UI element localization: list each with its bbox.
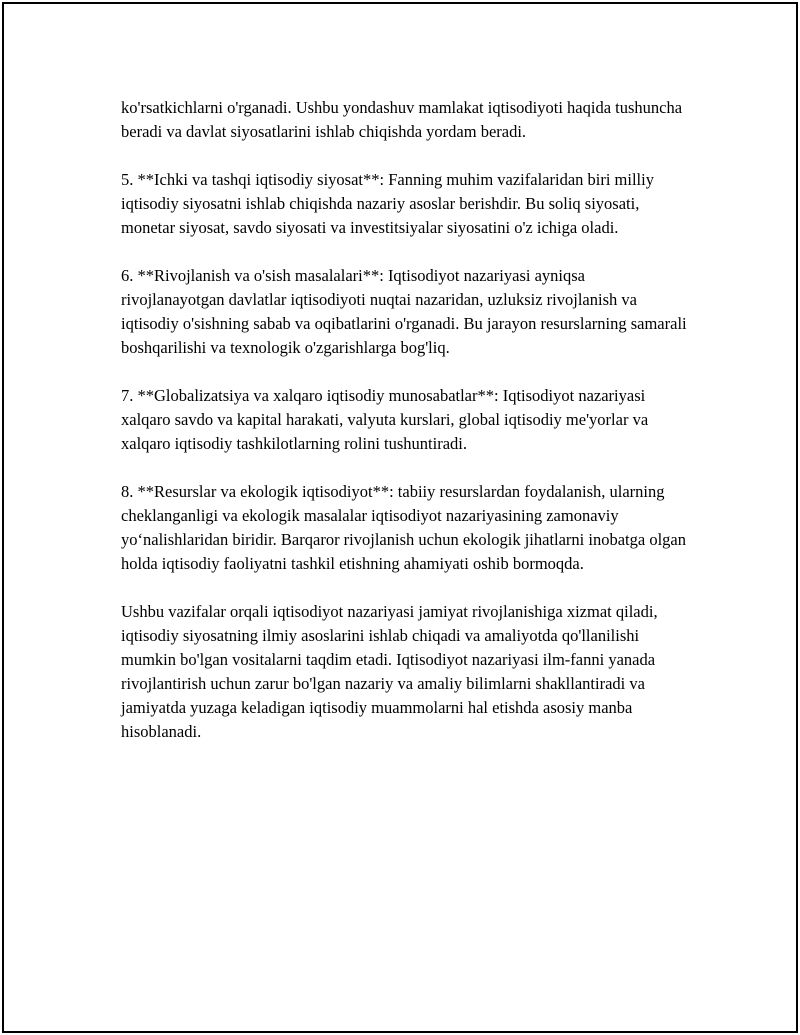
paragraph-intro-continuation: ko'rsatkichlarni o'rganadi. Ushbu yondashuv mamlakat iqtisodiyoti haqida tushuncha beradi va davlat siyosatlarini ishlab chiqishda yordam beradi. bbox=[121, 98, 683, 141]
paragraph-item-5: 5. **Ichki va tashqi iqtisodiy siyosat**: Fanning muhim vazifalaridan biri milliy iqtisodiy siyosatni ishlab chiqishda nazariy asoslar berishdir. Bu soliq siyosati, monetar siyosat, savdo siyosati va investitsiyalar siyosatini o'z ichiga oladi. bbox=[121, 170, 654, 237]
document-body bbox=[121, 96, 691, 768]
paragraph-item-7: 7. **Globalizatsiya va xalqaro iqtisodiy munosabatlar**: Iqtisodiyot nazariyasi xalqaro savdo va kapital harakati, valyuta kurslari, global iqtisodiy me'yorlar va xalqaro iqtisodiy tashkilotlarning rolini tushuntiradi. bbox=[121, 386, 649, 453]
page-frame bbox=[2, 2, 798, 1033]
paragraph-conclusion: Ushbu vazifalar orqali iqtisodiyot nazariyasi jamiyat rivojlanishiga xizmat qiladi, iqtisodiy siyosatning ilmiy asoslarini ishlab chiqadi va amaliyotda qo'llanilishi mumkin bo'lgan vositalarni taqdim etadi. Iqtisodiyot nazariyasi ilm-fanni yanada rivojlantirish uchun zarur bo'lgan nazariy va amaliy bilimlarni shakllantiradi va jamiyatda yuzaga keladigan iqtisodiy muammolarni hal etishda asosiy manba hisoblanadi. bbox=[121, 602, 658, 741]
paragraph-item-6: 6. **Rivojlanish va o'sish masalalari**: Iqtisodiyot nazariyasi ayniqsa rivojlanayotgan davlatlar iqtisodiyoti nuqtai nazaridan, uzluksiz rivojlanish va iqtisodiy o'sishning sabab va oqibatlarini o'rganadi. Bu jarayon resurslarning samarali boshqarilishi va texnologik o'zgarishlarga bog'liq. bbox=[121, 266, 687, 357]
paragraph-item-8: 8. **Resurslar va ekologik iqtisodiyot**: tabiiy resurslardan foydalanish, ularning cheklanganligi va ekologik masalalar iqtisodiyot nazariyasining zamonaviy yo‘nalishlaridan biridir. Barqaror rivojlanish uchun ekologik jihatlarni inobatga olgan holda iqtisodiy faoliyatni tashkil etishning ahamiyati oshib bormoqda. bbox=[121, 482, 686, 573]
